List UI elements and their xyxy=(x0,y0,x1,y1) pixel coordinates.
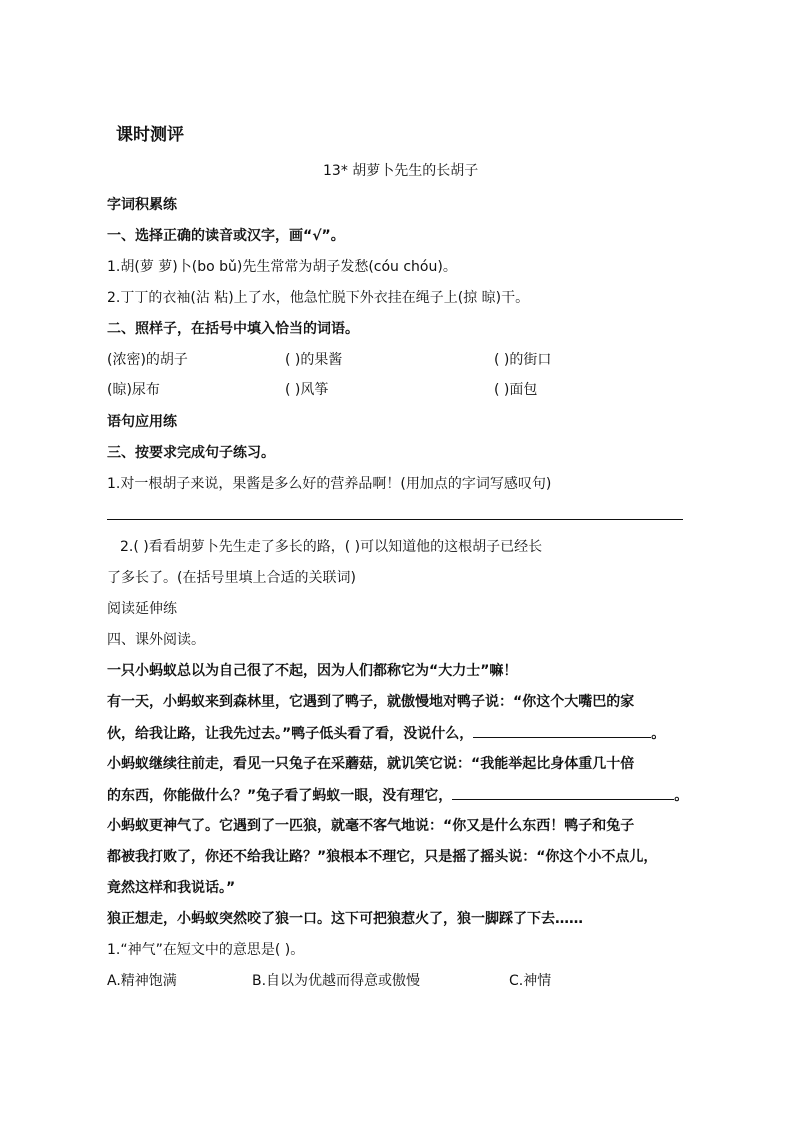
option-b[interactable]: B.自以为优越而得意或傲慢 xyxy=(252,973,421,989)
question-4-heading: 四、课外阅读。 xyxy=(107,632,205,648)
story-paragraph-1: 一只小蚂蚁总以为自己很了不起，因为人们都称它为“大力士”嘛！ xyxy=(107,663,518,679)
option-c[interactable]: C.神情 xyxy=(509,973,552,989)
fill-blank[interactable] xyxy=(473,723,651,738)
question-3-item-2-line-2: 了多长了。(在括号里填上合适的关联词) xyxy=(107,570,356,586)
phrase-cell: ( )风筝 xyxy=(285,382,329,398)
story-text: 的东西，你能做什么？”兔子看了蚂蚁一眼，没有理它， xyxy=(107,788,453,804)
story-paragraph-2-line-2 xyxy=(107,723,665,744)
story-paragraph-2-line-1: 有一天，小蚂蚁来到森林里，它遇到了鸭子，就傲慢地对鸭子说：“你这个大嘴巴的家 xyxy=(107,694,635,710)
question-3-item-1: 1.对一根胡子来说，果酱是多么好的营养品啊！(用加点的字词写感叹句) xyxy=(107,476,552,492)
phrase-cell: (晾)尿布 xyxy=(107,382,160,398)
reading-question-1: 1.“神气”在短文中的意思是( )。 xyxy=(107,942,305,958)
story-paragraph-5: 狼正想走，小蚂蚁突然咬了狼一口。这下可把狼惹火了，狼一脚踩了下去…… xyxy=(107,911,583,927)
story-paragraph-4-line-1: 小蚂蚁更神气了。它遇到了一匹狼，就毫不客气地说：“你又是什么东西！鸭子和兔子 xyxy=(107,818,635,834)
phrase-cell: ( )的街口 xyxy=(494,352,552,368)
phrase-cell: ( )面包 xyxy=(494,382,538,398)
part-label-sentences: 语句应用练 xyxy=(107,414,177,430)
story-text: 伙，给我让路，让我先过去。”鸭子低头看了看，没说什么， xyxy=(107,726,474,742)
question-3-heading: 三、按要求完成句子练习。 xyxy=(107,445,275,461)
story-paragraph-4-line-3: 竟然这样和我说话。” xyxy=(107,880,236,896)
question-1-item-1: 1.胡(萝 萝)卜(bo bǔ)先生常常为胡子发愁(cóu chóu)。 xyxy=(107,259,457,275)
period: 。 xyxy=(651,726,666,742)
story-paragraph-3-line-1: 小蚂蚁继续往前走，看见一只兔子在采蘑菇，就讥笑它说：“我能举起比身体重几十倍 xyxy=(107,756,635,772)
answer-line[interactable] xyxy=(107,519,683,520)
question-3-item-2-line-1: 2.( )看看胡萝卜先生走了多长的路，( )可以知道他的这根胡子已经长 xyxy=(120,539,543,555)
part-label-reading: 阅读延伸练 xyxy=(107,601,177,617)
phrase-cell: ( )的果酱 xyxy=(285,352,343,368)
part-label-vocabulary: 字词积累练 xyxy=(107,197,177,213)
question-1-item-2: 2.丁丁的衣袖(沾 粘)上了水，他急忙脱下外衣挂在绳子上(掠 晾)干。 xyxy=(107,290,530,306)
option-a[interactable]: A.精神饱满 xyxy=(107,973,177,989)
fill-blank[interactable] xyxy=(452,785,674,800)
question-2-heading: 二、照样子，在括号中填入恰当的词语。 xyxy=(107,321,359,337)
section-title: 课时测评 xyxy=(116,125,184,145)
phrase-cell: (浓密)的胡子 xyxy=(107,352,188,368)
period: 。 xyxy=(674,788,689,804)
question-1-heading: 一、选择正确的读音或汉字，画“√”。 xyxy=(107,228,345,244)
story-paragraph-3-line-2 xyxy=(107,785,688,806)
story-paragraph-4-line-2: 都被我打败了，你还不给我让路？”狼根本不理它，只是摇了摇头说：“你这个小不点儿， xyxy=(107,849,658,865)
lesson-title: 13* 胡萝卜先生的长胡子 xyxy=(323,163,479,179)
